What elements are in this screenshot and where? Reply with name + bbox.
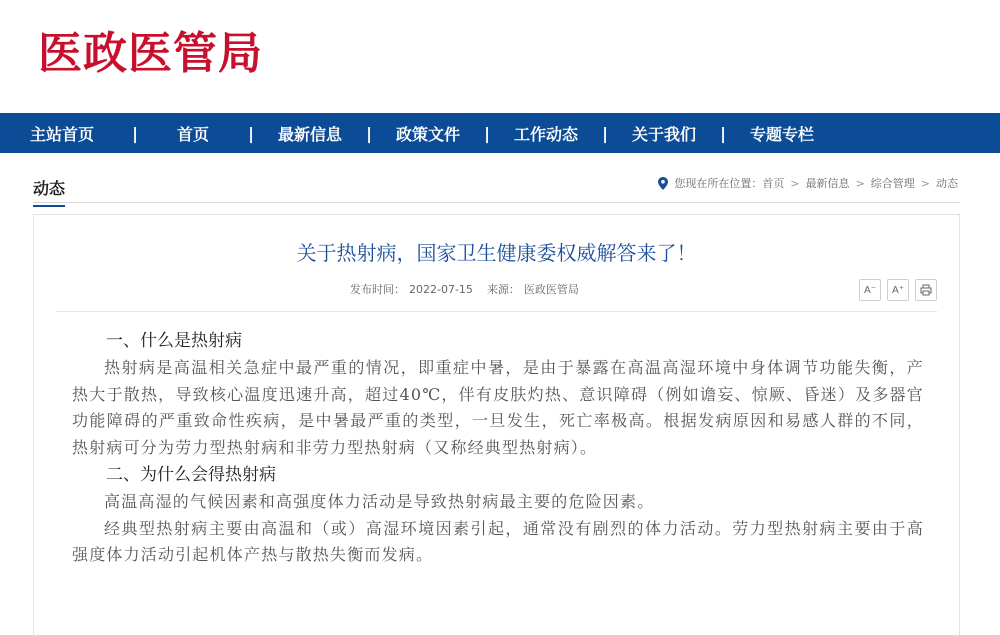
nav-item-topics[interactable]: 专题专栏	[749, 124, 814, 144]
nav-item-main-home[interactable]: 主站首页	[29, 124, 94, 144]
breadcrumb	[658, 175, 958, 191]
article-tools	[859, 279, 937, 301]
printer-icon	[920, 284, 932, 296]
breadcrumb-arrow: >	[790, 176, 800, 190]
nav-separator: |	[132, 123, 138, 143]
article-heading: 一、什么是热射病	[106, 331, 242, 351]
breadcrumb-current[interactable]: 动态	[936, 177, 958, 190]
nav-separator: |	[248, 123, 254, 143]
section-header	[33, 170, 960, 203]
article-paragraph: 热射病是高温相关急症中最严重的情况，即重症中暑，是由于暴露在高温高湿环境中身体调节功能失衡，产热大于散热，导致核心温度迅速升高，超过40℃，伴有皮肤灼热、意识障碍（例如谵妄、惊厥、昏迷）及多器官功能障碍的严重致命性疾病，是中暑最严重的类型，一旦发生，死亡率极高。根据发病原因和易感人群的不同，热射病可分为劳力型热射病和非劳力型热射病（又称经典型热射病）。	[72, 358, 924, 457]
breadcrumb-arrow: >	[855, 176, 865, 190]
nav-separator: |	[720, 123, 726, 143]
breadcrumb-home[interactable]: 首页	[762, 177, 785, 190]
article-paragraph: 经典型热射病主要由高温和（或）高湿环境因素引起，通常没有剧烈的体力活动。劳力型热射病主要由于高强度体力活动引起机体产热与散热失衡而发病。	[72, 518, 924, 564]
breadcrumb-prefix: 您现在所在位置：	[674, 177, 763, 190]
nav-separator: |	[366, 123, 372, 143]
published-date: 2022-07-15	[409, 283, 473, 296]
article-panel	[33, 214, 960, 635]
font-larger-button[interactable]: A⁺	[887, 279, 909, 301]
nav-separator: |	[602, 123, 608, 143]
site-logo[interactable]: 医政医管局	[38, 28, 263, 79]
nav-item-work-news[interactable]: 工作动态	[513, 124, 578, 144]
source-label: 来源：	[486, 283, 520, 296]
breadcrumb-latest[interactable]: 最新信息	[805, 177, 850, 190]
main-nav	[0, 113, 1000, 153]
nav-separator: |	[484, 123, 490, 143]
published-label: 发布时间：	[350, 283, 405, 296]
article-paragraph: 高温高湿的气候因素和高强度体力活动是导致热射病最主要的危险因素。	[104, 492, 655, 511]
article-heading: 二、为什么会得热射病	[106, 465, 276, 485]
section-title: 动态	[33, 176, 65, 207]
nav-item-latest[interactable]: 最新信息	[277, 124, 342, 144]
article-body	[72, 327, 924, 569]
article-divider	[56, 311, 937, 312]
nav-item-about[interactable]: 关于我们	[631, 124, 696, 144]
font-smaller-button[interactable]: A⁻	[859, 279, 881, 301]
location-pin-icon	[658, 177, 668, 190]
breadcrumb-arrow: >	[920, 176, 930, 190]
print-button[interactable]	[915, 279, 937, 301]
article-title: 关于热射病，国家卫生健康委权威解答来了！	[296, 241, 697, 265]
breadcrumb-general[interactable]: 综合管理	[870, 177, 915, 190]
source-value: 医政医管局	[523, 283, 579, 296]
nav-item-home[interactable]: 首页	[176, 124, 209, 144]
nav-item-policy[interactable]: 政策文件	[395, 124, 460, 144]
article-meta	[350, 281, 583, 297]
